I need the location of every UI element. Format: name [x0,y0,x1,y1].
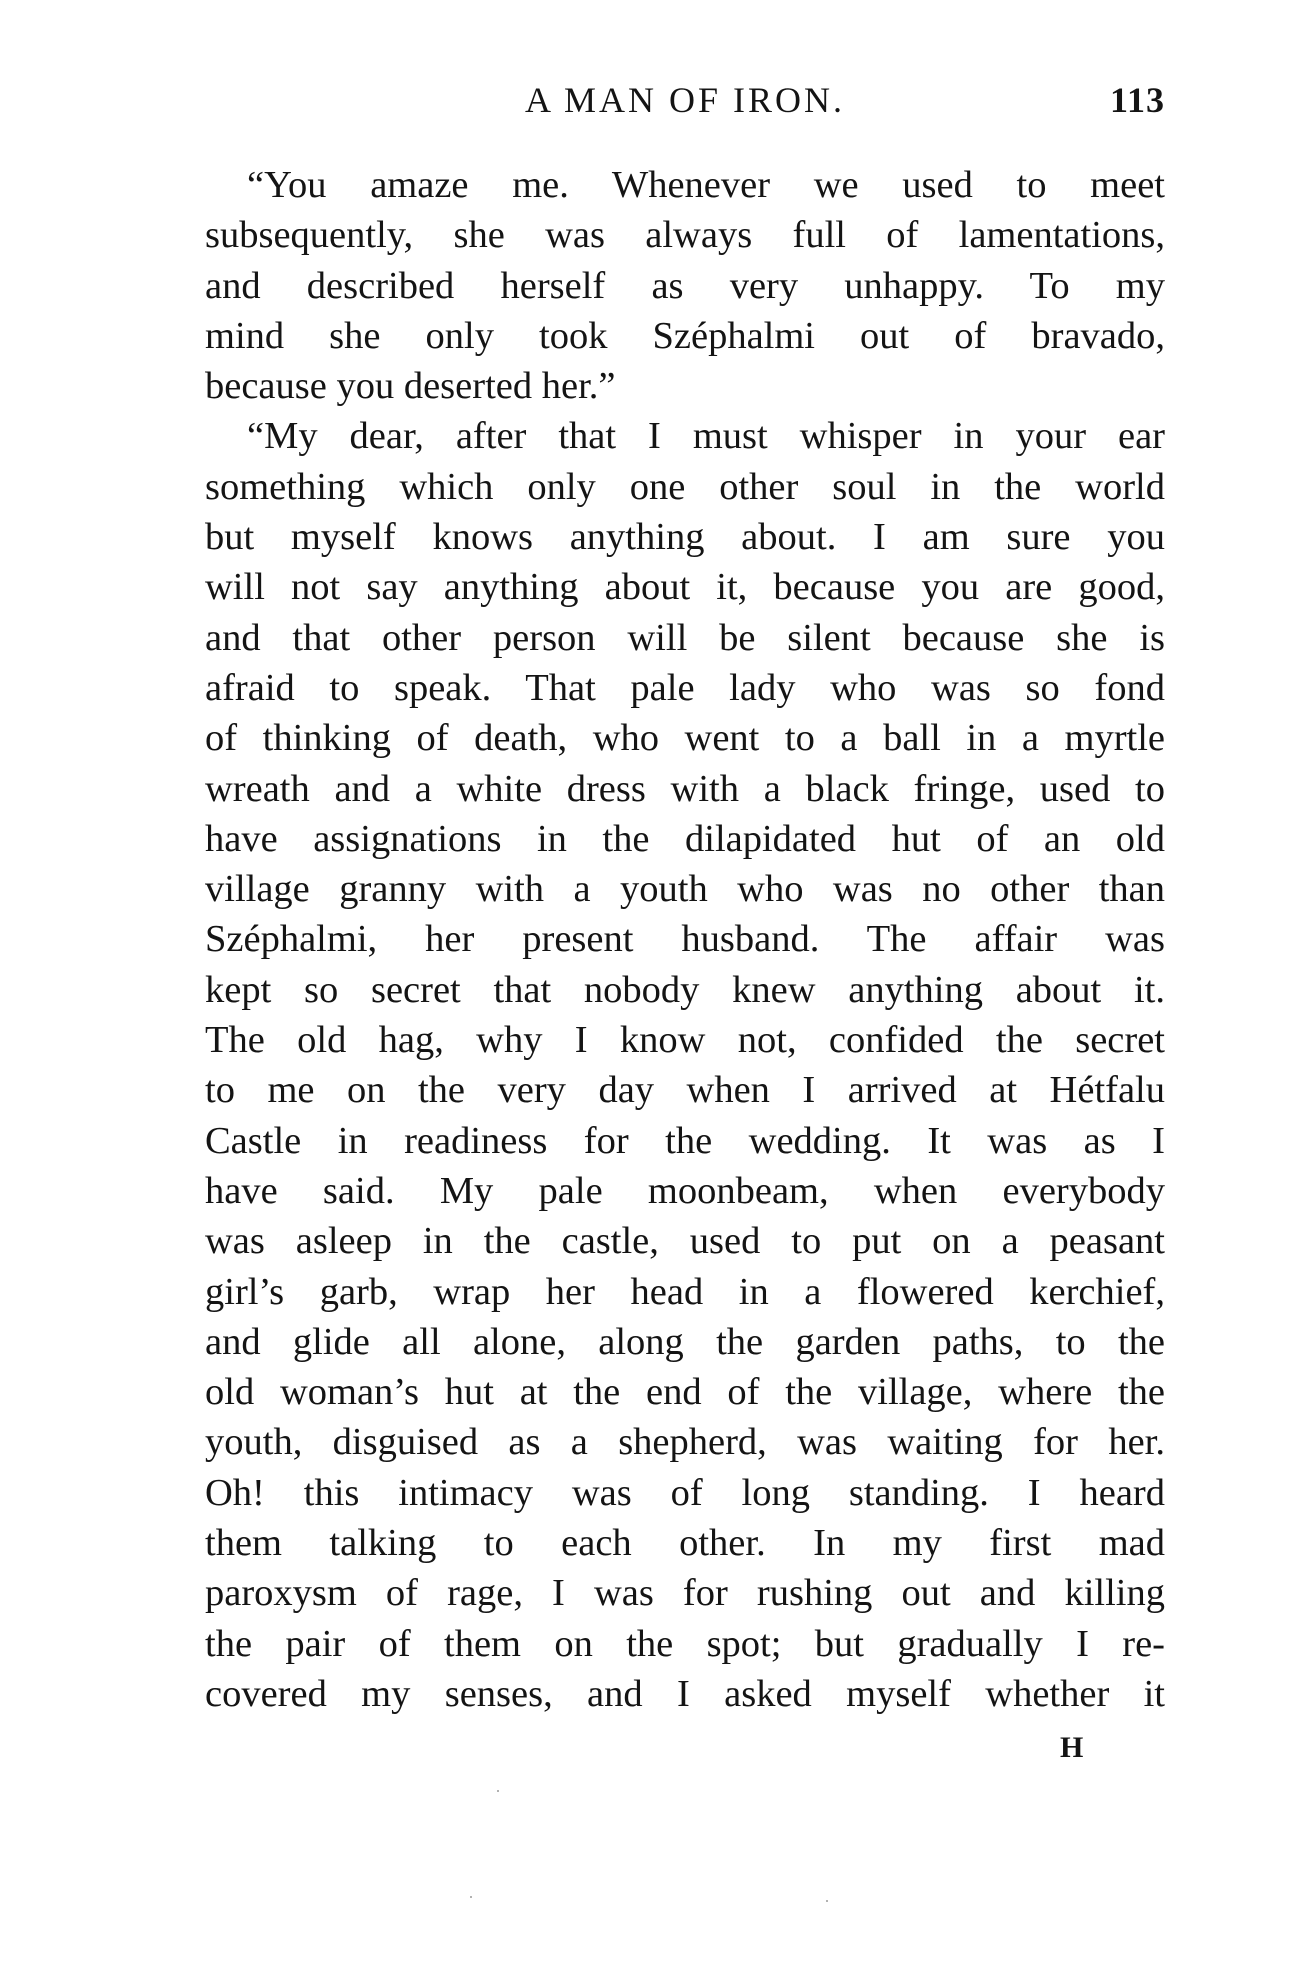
text-line: kept so secret that nobody knew anything about it. [205,968,1165,1011]
text-line: was asleep in the castle, used to put on a peasant [205,1220,1165,1263]
text-line: to me on the very day when I arrived at Hétfalu [205,1069,1165,1112]
text-line: and glide all alone, along the garden paths, to the [205,1320,1165,1363]
scan-speck [826,1900,828,1902]
body-text [205,160,1165,1719]
text-line: covered my senses, and I asked myself whether it [205,1672,1165,1715]
text-line: Széphalmi, her present husband. The affair was [205,918,1165,961]
text-line: but myself knows anything about. I am sure you [205,516,1165,559]
text-line: old woman’s hut at the end of the village, where the [205,1371,1165,1414]
text-line: have said. My pale moonbeam, when everybody [205,1169,1165,1212]
text-line: have assignations in the dilapidated hut of an old [205,817,1165,860]
text-line: mind she only took Széphalmi out of bravado, [205,314,1165,357]
scan-speck [470,1896,472,1898]
running-head [205,72,1165,128]
text-line: “You amaze me. Whenever we used to meet [247,164,1165,206]
text-line: subsequently, she was always full of lamentations, [205,214,1165,257]
text-line: Oh! this intimacy was of long standing. I heard [205,1471,1165,1514]
text-line: village granny with a youth who was no other than [205,868,1165,911]
text-line: them talking to each other. In my first mad [205,1522,1165,1565]
text-line: because you deserted her.” [205,365,616,408]
text-line: paroxysm of rage, I was for rushing out and killing [205,1572,1165,1615]
page-number: 113 [1109,80,1165,120]
text-line: afraid to speak. That pale lady who was so fond [205,666,1165,709]
text-line: the pair of them on the spot; but gradually I re- [205,1622,1165,1665]
text-line: Castle in readiness for the wedding. It was as I [205,1119,1165,1162]
text-line: of thinking of death, who went to a ball in a myrtle [205,717,1165,760]
signature-mark: H [1060,1731,1084,1764]
text-line: will not say anything about it, because you are good, [205,566,1165,609]
text-line: something which only one other soul in the world [205,465,1165,508]
text-line: and described herself as very unhappy. To my [205,264,1165,307]
text-line: wreath and a white dress with a black fringe, used to [205,767,1165,810]
text-line: girl’s garb, wrap her head in a flowered kerchief, [205,1270,1165,1313]
text-line: and that other person will be silent because she is [205,616,1165,659]
text-line: youth, disguised as a shepherd, was waiting for her. [205,1421,1165,1464]
text-line: “My dear, after that I must whisper in your ear [247,415,1165,458]
text-line: The old hag, why I know not, confided the secret [205,1019,1165,1062]
running-title: A MAN OF IRON. [524,80,846,120]
scan-speck [497,1790,499,1792]
